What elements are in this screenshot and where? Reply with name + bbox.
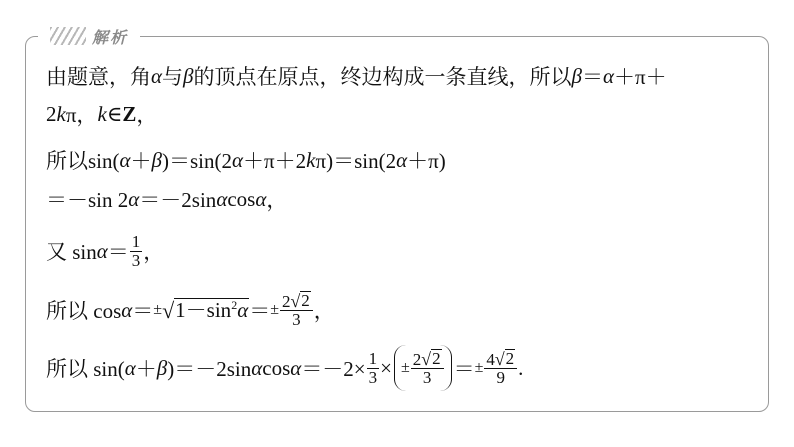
alpha: α — [396, 147, 408, 172]
radicand — [174, 298, 249, 322]
text: ， — [136, 103, 158, 127]
text: . — [518, 355, 524, 380]
integer-set-symbol: Z — [122, 101, 137, 126]
exponent: 2 — [231, 297, 238, 312]
text: 由题意，角 — [46, 65, 151, 89]
alpha: α — [124, 355, 136, 380]
numerator — [411, 349, 444, 370]
text: 又 sin — [46, 240, 97, 264]
radical-sign-icon: √ — [162, 298, 175, 323]
text: ＋ — [135, 357, 157, 381]
beta: β — [571, 63, 582, 88]
solution-tag — [38, 24, 140, 48]
plus-minus: ± — [474, 359, 484, 376]
tag-label: 解析 — [92, 29, 129, 47]
alpha: α — [602, 63, 614, 88]
text: π， — [65, 103, 98, 127]
solution-line-1 — [46, 62, 667, 90]
fraction — [484, 349, 517, 388]
fraction — [367, 350, 380, 387]
coefficient: 2 — [282, 291, 291, 311]
solution-line-6 — [46, 288, 335, 332]
solution-line-2 — [46, 100, 157, 128]
alpha: α — [151, 63, 163, 88]
plus-minus: ± — [270, 301, 279, 318]
radicand: 2 — [505, 348, 515, 368]
stripes-decoration — [50, 27, 86, 45]
text: ＋π＋2 — [243, 149, 307, 173]
text: 所以 sin( — [46, 357, 125, 381]
alpha: α — [290, 355, 302, 380]
text: 的顶点在原点，终边构成一条直线，所以 — [193, 65, 572, 89]
text: )＝sin(2 — [162, 149, 232, 173]
alpha: α — [232, 147, 244, 172]
k: k — [56, 101, 66, 126]
denominator: 3 — [422, 368, 432, 388]
text: 1－sin — [175, 297, 232, 322]
square-root — [495, 349, 515, 369]
beta: β — [151, 147, 162, 172]
text: ＝－sin 2 — [46, 188, 129, 212]
solution-line-7 — [46, 344, 523, 392]
text: 所以sin( — [46, 149, 120, 173]
text: 2 — [46, 101, 57, 126]
coefficient: 4 — [486, 349, 495, 369]
radicand: 2 — [432, 348, 441, 368]
radical-sign-icon: √ — [290, 290, 301, 311]
fraction — [411, 349, 444, 388]
parenthesized-group — [394, 345, 452, 391]
text: ＝ — [107, 240, 129, 264]
text: 所以 cos — [46, 299, 122, 323]
text: ， — [266, 188, 288, 212]
text: × — [380, 355, 392, 380]
text: ∈ — [106, 101, 123, 126]
text: ＋π) — [407, 149, 446, 173]
alpha: α — [96, 238, 108, 263]
alpha: α — [121, 297, 133, 322]
alpha: α — [255, 186, 267, 211]
alpha: α — [251, 355, 263, 380]
text: ＝ — [249, 299, 271, 323]
beta: β — [156, 355, 168, 380]
text: )＝－2sin — [167, 357, 252, 381]
plus-minus: ± — [153, 301, 163, 318]
text: π)＝sin(2 — [315, 149, 397, 173]
beta: β — [183, 63, 194, 88]
numerator: 1 — [131, 231, 141, 251]
k: k — [306, 147, 316, 172]
fraction — [130, 233, 143, 270]
text: ＋π＋ — [614, 65, 667, 89]
solution-line-3 — [46, 146, 446, 174]
solution-line-4 — [46, 185, 287, 213]
radicand: 2 — [301, 290, 310, 310]
alpha: α — [237, 297, 249, 322]
alpha: α — [119, 147, 131, 172]
k: k — [97, 101, 107, 126]
coefficient: 2 — [412, 349, 422, 369]
text: ＝－2× — [301, 357, 366, 381]
square-root — [291, 291, 311, 311]
text: ＝ — [581, 65, 603, 89]
numerator — [484, 349, 517, 370]
plus-minus: ± — [401, 359, 410, 376]
text: cos — [227, 186, 256, 211]
fraction — [280, 291, 313, 330]
text: cos — [262, 355, 291, 380]
text: ＝－2sin — [139, 188, 217, 212]
square-root — [162, 298, 249, 322]
radical-sign-icon: √ — [421, 348, 432, 369]
text: ＋ — [130, 149, 152, 173]
text: ， — [143, 240, 165, 264]
square-root — [421, 349, 441, 369]
text: ＝ — [453, 357, 475, 381]
text: 与 — [162, 65, 184, 89]
text: ， — [313, 299, 335, 323]
denominator: 9 — [496, 368, 505, 388]
denominator: 3 — [131, 250, 141, 270]
denominator: 3 — [368, 367, 378, 387]
alpha: α — [128, 186, 140, 211]
solution-line-5 — [46, 230, 164, 272]
alpha: α — [216, 186, 228, 211]
denominator: 3 — [292, 310, 301, 330]
numerator — [280, 291, 313, 312]
text: ＝ — [132, 299, 154, 323]
radical-sign-icon: √ — [494, 348, 505, 369]
numerator: 1 — [368, 348, 378, 368]
